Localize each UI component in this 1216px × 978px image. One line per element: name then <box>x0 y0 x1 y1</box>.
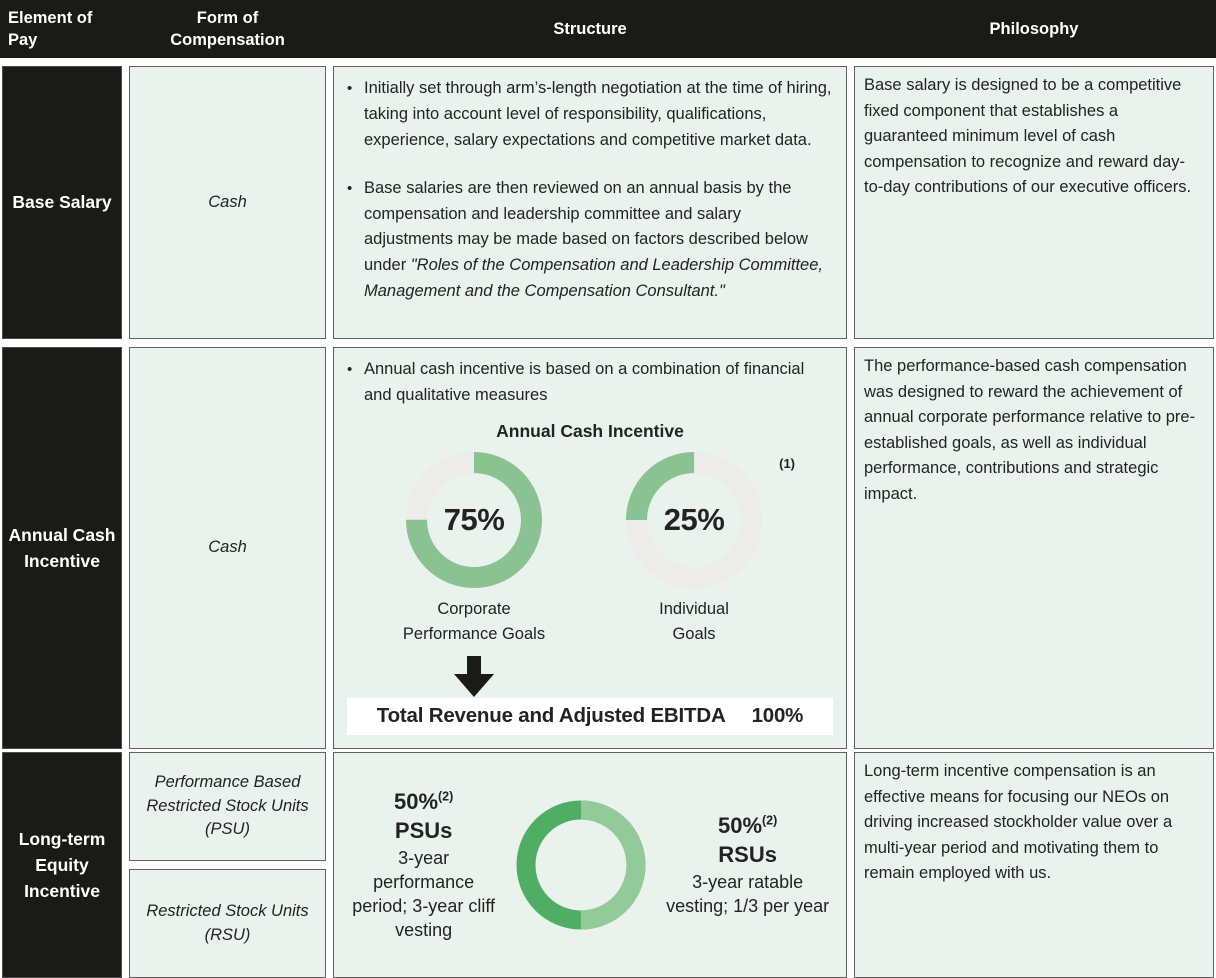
caption-line: Goals <box>672 625 716 643</box>
table-header <box>0 0 1216 58</box>
caption-line: Individual <box>659 600 729 619</box>
bullet-2-italic: "Roles of the Compensation and Leadership Committee, Management and the Compensation Consultant." <box>364 256 823 301</box>
header-philosophy: Philosophy <box>989 19 1079 38</box>
form-psu: Performance Based Restricted Stock Units (PSU) <box>129 752 326 861</box>
form-rsu: Restricted Stock Units (RSU) <box>129 869 326 978</box>
total-bar-value: 100% <box>751 704 804 728</box>
header-element-of-pay: Element of Pay <box>8 8 93 49</box>
psu-name: PSUs <box>394 818 453 844</box>
bullet-2-text <box>364 176 833 305</box>
rsu-percent <box>662 811 833 840</box>
structure-bullet <box>347 357 833 409</box>
psu-pct-value: 50% <box>393 788 439 814</box>
header-form-line2: Compensation <box>170 31 285 49</box>
form-base-salary: Cash <box>129 66 326 339</box>
header-form-line1: Form of <box>196 8 259 27</box>
rsu-desc: 3-year ratable vesting; 1/3 per year <box>666 872 830 917</box>
footnote-2-marker: (2) <box>762 813 778 828</box>
psu-label-block <box>347 787 500 943</box>
form-lt-equity <box>129 752 326 978</box>
rsu-label-block <box>662 811 833 919</box>
philosophy-annual-cash: The performance-based cash compensation was designed to reward the achievement of annual corporate performance relative to pre-established goals, as well as individual performance, contributions and strategic impact. <box>854 347 1214 749</box>
row-base-salary <box>0 66 1216 339</box>
row-long-term-equity <box>0 752 1216 978</box>
bullet-2-plain: Base salaries are then reviewed on an annual basis by the compensation and leadership committee and salary adjustments may be made based on factors described below under <box>364 178 808 275</box>
donut-75-value: 75% <box>443 501 505 537</box>
bullet-icon: • <box>347 361 353 378</box>
bullet-text: Annual cash incentive is based on a combination of financial and qualitative measures <box>364 360 805 404</box>
total-bar-label: Total Revenue and Adjusted EBITDA <box>376 704 726 728</box>
bullet-1-text: Initially set through arm’s-length negotiation at the time of hiring, taking into account level of responsibility, qualifications, experience, salary expectations and competitive market data. <box>364 79 832 149</box>
element-annual-cash: Annual Cash Incentive <box>2 347 122 749</box>
donut-individual-goals <box>619 452 795 647</box>
caption-line: Performance Goals <box>402 625 546 643</box>
rsu-name: RSUs <box>718 842 777 868</box>
donut-psu-rsu-split <box>516 800 646 930</box>
structure-lt-equity <box>333 752 847 978</box>
philosophy-base-salary: Base salary is designed to be a competitive fixed component that establishes a guaranteed minimum level of cash compensation to recognize and reward day-to-day contributions of our executive officers. <box>854 66 1214 339</box>
down-arrow-icon <box>450 656 498 698</box>
donut-50-50-chart <box>516 800 646 930</box>
bullet-icon: • <box>347 80 353 97</box>
total-revenue-bar <box>347 698 833 735</box>
donut-75-caption <box>403 597 545 647</box>
donut-corporate-goals <box>384 452 564 647</box>
footnote-2-marker: (2) <box>438 789 454 804</box>
bullet-icon: • <box>347 179 353 197</box>
donut-25-value: 25% <box>663 501 725 537</box>
footnote-1-marker: (1) <box>779 456 795 472</box>
chart-title: Annual Cash Incentive <box>496 420 684 441</box>
philosophy-lt-equity: Long-term incentive compensation is an effective means for focusing our NEOs on driving increased stockholder value over a multi-year period and motivating them to remain employed with us. <box>854 752 1214 978</box>
caption-line: Corporate <box>437 600 511 619</box>
row-annual-cash-incentive <box>0 347 1216 744</box>
rsu-pct-value: 50% <box>717 812 763 838</box>
structure-bullet-1 <box>347 76 833 154</box>
header-form-of-compensation <box>129 7 326 52</box>
donut-charts <box>347 452 833 647</box>
psu-desc: 3-year performance period; 3-year cliff vesting <box>352 848 495 941</box>
psu-percent <box>347 787 500 816</box>
form-annual-cash: Cash <box>129 347 326 749</box>
element-lt-equity: Long-term Equity Incentive <box>2 752 122 978</box>
structure-bullet-2 <box>347 176 833 305</box>
header-structure: Structure <box>553 19 627 38</box>
structure-annual-cash <box>333 347 847 749</box>
donut-25-caption <box>659 597 729 647</box>
structure-base-salary <box>333 66 847 339</box>
element-base-salary: Base Salary <box>2 66 122 339</box>
